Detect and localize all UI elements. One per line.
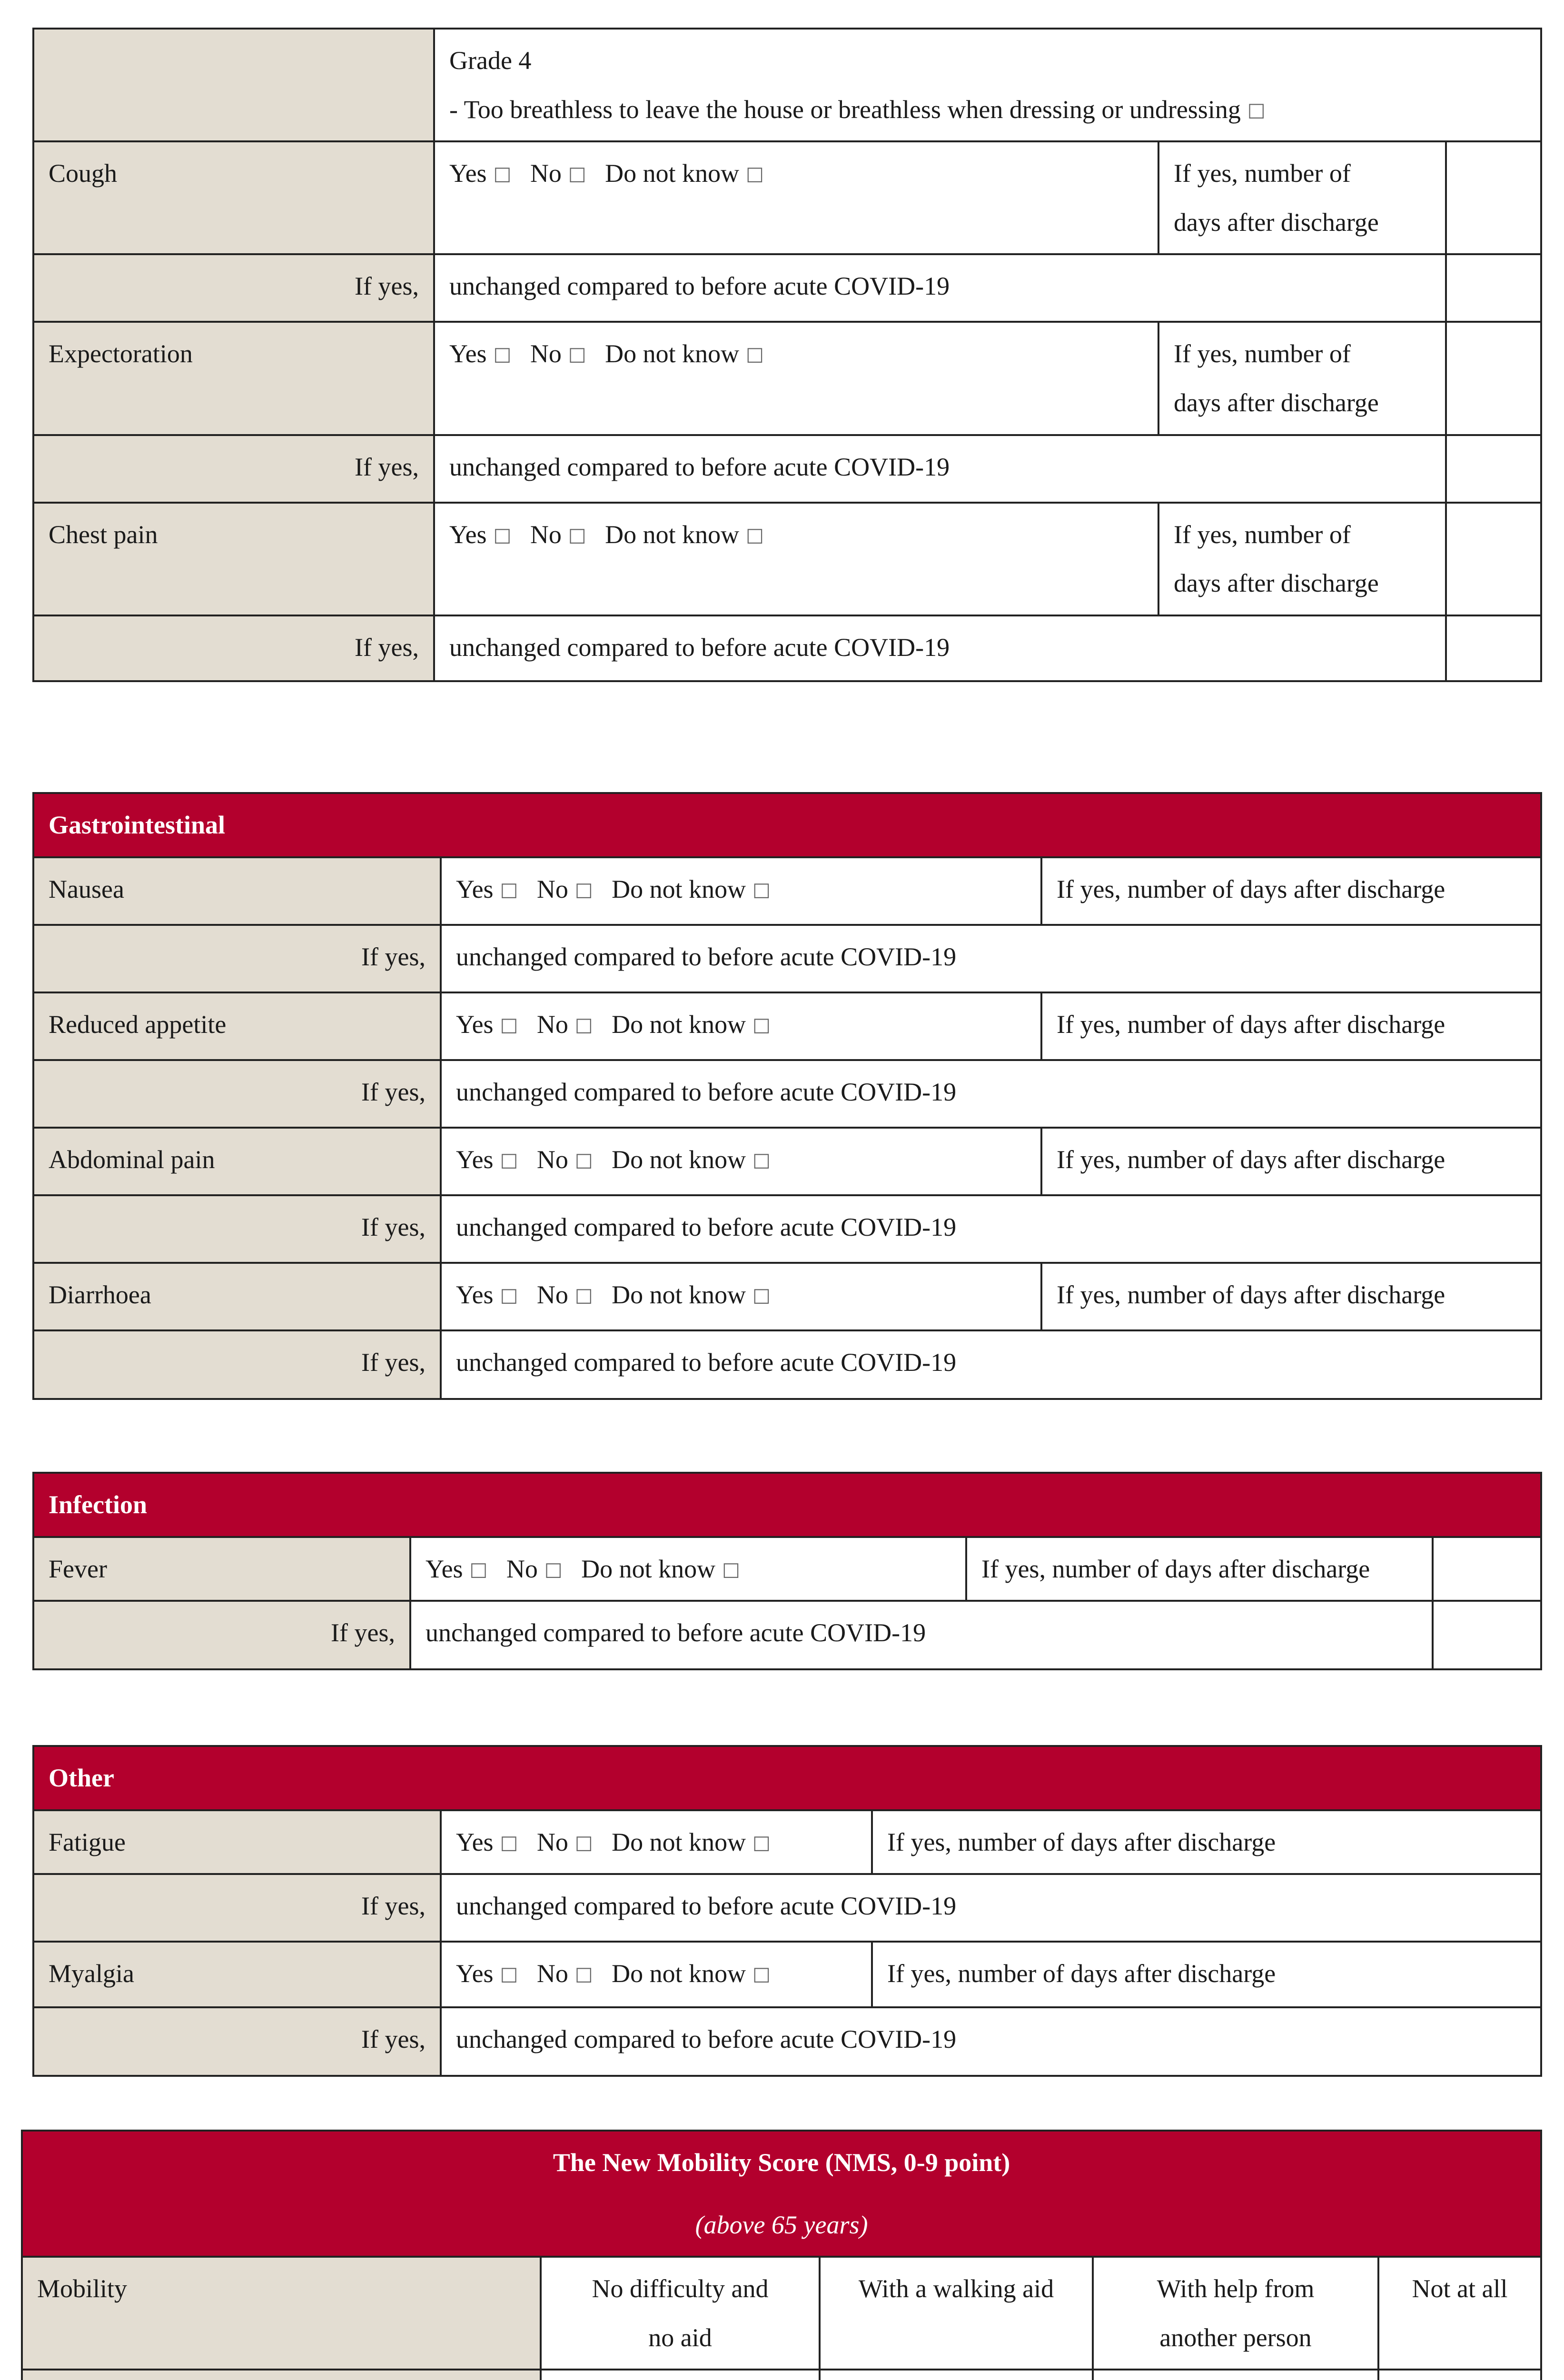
days-label: If yes, number of days after discharge [1158, 503, 1446, 615]
days-label[interactable]: If yes, number of days after discharge [1041, 1128, 1541, 1195]
option-yes[interactable]: Yes □ [456, 1280, 518, 1309]
if-yes-label: If yes, [33, 1874, 441, 1942]
option-do-not-know[interactable]: Do not know □ [605, 159, 764, 188]
nms-table [21, 2130, 1542, 2380]
symptom-row-nausea [33, 857, 1541, 925]
symptom-row-diarrhoea [33, 1263, 1541, 1330]
symptom-label: Fever [33, 1537, 410, 1601]
option-yes[interactable]: Yes □ [449, 339, 512, 368]
section-header [33, 793, 1541, 857]
symptom-label: Reduced appetite [33, 992, 441, 1060]
other-section [32, 1745, 1540, 2077]
unchanged-option[interactable]: unchanged compared to before acute COVID-19 [441, 925, 1541, 992]
section-header [33, 1473, 1541, 1537]
symptom-label: Diarrhoea [33, 1263, 441, 1330]
if-yes-row [33, 1874, 1541, 1942]
answer-options [441, 1263, 1041, 1330]
gastrointestinal-table [32, 792, 1542, 1400]
grade4-cell [434, 29, 1541, 141]
days-input[interactable] [1446, 503, 1541, 615]
nms-row-label [22, 2370, 541, 2380]
respiratory-table [32, 28, 1542, 682]
days-input[interactable] [1446, 322, 1541, 435]
symptom-label: Nausea [33, 857, 441, 925]
col-header-no-difficulty: No difficulty and no aid [541, 2257, 820, 2370]
symptom-label: Fatigue [33, 1810, 441, 1874]
symptom-row-fatigue [33, 1810, 1541, 1874]
if-yes-row [33, 1060, 1541, 1128]
symptom-row-cough [33, 141, 1541, 254]
option-do-not-know[interactable]: Do not know □ [605, 339, 764, 368]
infection-table [32, 1472, 1542, 1670]
option-no[interactable]: No □ [536, 1827, 593, 1856]
nms-header-row [22, 2257, 1541, 2370]
nms-section [21, 2130, 1540, 2380]
answer-options [441, 1128, 1041, 1195]
if-yes-row [33, 925, 1541, 992]
unchanged-checkbox[interactable] [1433, 1601, 1541, 1669]
answer-options [410, 1537, 966, 1601]
option-do-not-know[interactable]: Do not know □ [605, 520, 764, 549]
if-yes-label: If yes, [33, 254, 434, 322]
days-label: If yes, number of days after discharge [966, 1537, 1433, 1601]
unchanged-option[interactable]: unchanged compared to before acute COVID-19 [434, 615, 1446, 681]
days-label[interactable]: If yes, number of days after discharge [1041, 992, 1541, 1060]
if-yes-label: If yes, [33, 2007, 441, 2076]
option-no[interactable]: No □ [536, 1010, 593, 1039]
if-yes-label: If yes, [33, 615, 434, 681]
section-header [33, 1746, 1541, 1810]
if-yes-label: If yes, [33, 1195, 441, 1263]
option-yes[interactable]: Yes □ [449, 159, 512, 188]
days-label: If yes, number of days after discharge [1158, 322, 1446, 435]
answer-options [441, 992, 1041, 1060]
score-cell[interactable] [820, 2370, 1093, 2380]
if-yes-label: If yes, [33, 925, 441, 992]
answer-options [434, 322, 1158, 435]
days-input[interactable] [1433, 1537, 1541, 1601]
grade4-checkbox[interactable]: □ [1247, 99, 1266, 121]
unchanged-option[interactable]: unchanged compared to before acute COVID-19 [441, 1060, 1541, 1128]
days-label[interactable]: If yes, number of days after discharge [872, 1810, 1541, 1874]
answer-options [441, 1810, 872, 1874]
if-yes-row [33, 615, 1541, 681]
section-title: Infection [33, 1473, 1541, 1537]
grade4-title: Grade 4 [449, 46, 532, 75]
option-yes[interactable]: Yes □ [456, 874, 518, 903]
days-label[interactable]: If yes, number of days after discharge [872, 1942, 1541, 2007]
option-no[interactable]: No □ [530, 339, 586, 368]
score-cell[interactable] [1093, 2370, 1378, 2380]
symptom-label: Myalgia [33, 1942, 441, 2007]
option-yes[interactable]: Yes □ [456, 1010, 518, 1039]
option-yes[interactable]: Yes □ [456, 1827, 518, 1856]
days-label[interactable]: If yes, number of days after discharge [1041, 857, 1541, 925]
if-yes-row [33, 2007, 1541, 2076]
nms-subtitle: (above 65 years) [22, 2194, 1541, 2257]
option-do-not-know[interactable]: Do not know □ [612, 874, 771, 903]
nms-subtitle-row [22, 2194, 1541, 2257]
answer-options [434, 141, 1158, 254]
col-header-mobility: Mobility [22, 2257, 541, 2370]
answer-options [441, 1942, 872, 2007]
option-no[interactable]: No □ [536, 1959, 593, 1988]
symptom-row-chest-pain [33, 503, 1541, 615]
option-do-not-know[interactable]: Do not know □ [612, 1827, 771, 1856]
unchanged-option[interactable]: unchanged compared to before acute COVID-19 [434, 435, 1446, 503]
if-yes-row [33, 1601, 1541, 1669]
option-yes[interactable]: Yes □ [456, 1959, 518, 1988]
unchanged-checkbox[interactable] [1446, 254, 1541, 322]
if-yes-label: If yes, [33, 1601, 410, 1669]
section-title: Other [33, 1746, 1541, 1810]
grade4-row [33, 29, 1541, 141]
option-do-not-know[interactable]: Do not know □ [581, 1554, 740, 1583]
option-no[interactable]: No □ [530, 520, 586, 549]
col-header-not-at-all: Not at all [1378, 2257, 1541, 2370]
unchanged-option[interactable]: unchanged compared to before acute COVID-19 [441, 2007, 1541, 2076]
option-no[interactable]: No □ [536, 1145, 593, 1174]
symptom-label: Expectoration [33, 322, 434, 435]
option-do-not-know[interactable]: Do not know □ [612, 1145, 771, 1174]
grade4-label-cell [33, 29, 434, 141]
if-yes-row [33, 254, 1541, 322]
if-yes-label: If yes, [33, 1330, 441, 1399]
unchanged-option[interactable]: unchanged compared to before acute COVID-19 [441, 1195, 1541, 1263]
option-do-not-know[interactable]: Do not know □ [612, 1280, 771, 1309]
nms-row-indoor [22, 2370, 1541, 2380]
option-do-not-know[interactable]: Do not know □ [612, 1959, 771, 1988]
if-yes-row [33, 435, 1541, 503]
days-input[interactable] [1446, 141, 1541, 254]
if-yes-row [33, 1195, 1541, 1263]
option-no[interactable]: No □ [536, 1280, 593, 1309]
symptom-row-reduced-appetite [33, 992, 1541, 1060]
symptom-label: Abdominal pain [33, 1128, 441, 1195]
infection-section [32, 1472, 1540, 1670]
if-yes-label: If yes, [33, 1060, 441, 1128]
nms-title: The New Mobility Score (NMS, 0-9 point) [22, 2131, 1541, 2194]
unchanged-option[interactable]: unchanged compared to before acute COVID-19 [441, 1874, 1541, 1942]
answer-options [434, 503, 1158, 615]
unchanged-option[interactable]: unchanged compared to before acute COVID-19 [410, 1601, 1433, 1669]
answer-options [441, 857, 1041, 925]
section-title: Gastrointestinal [33, 793, 1541, 857]
symptom-row-fever [33, 1537, 1541, 1601]
option-yes[interactable]: Yes □ [426, 1554, 488, 1583]
option-no[interactable]: No □ [506, 1554, 563, 1583]
symptom-label: Chest pain [33, 503, 434, 615]
score-cell[interactable] [541, 2370, 820, 2380]
symptom-label: Cough [33, 141, 434, 254]
option-no[interactable]: No □ [530, 159, 586, 188]
if-yes-label: If yes, [33, 435, 434, 503]
unchanged-option[interactable]: unchanged compared to before acute COVID-19 [434, 254, 1446, 322]
symptom-row-expectoration [33, 322, 1541, 435]
if-yes-row [33, 1330, 1541, 1399]
option-yes[interactable]: Yes □ [456, 1145, 518, 1174]
score-cell[interactable] [1378, 2370, 1541, 2380]
col-header-help: With help from another person [1093, 2257, 1378, 2370]
unchanged-checkbox[interactable] [1446, 615, 1541, 681]
unchanged-option[interactable]: unchanged compared to before acute COVID-19 [441, 1330, 1541, 1399]
unchanged-checkbox[interactable] [1446, 435, 1541, 503]
days-label[interactable]: If yes, number of days after discharge [1041, 1263, 1541, 1330]
days-label: If yes, number of days after discharge [1158, 141, 1446, 254]
respiratory-section [32, 28, 1540, 682]
option-no[interactable]: No □ [536, 874, 593, 903]
other-table [32, 1745, 1542, 2077]
option-yes[interactable]: Yes □ [449, 520, 512, 549]
grade4-desc: - Too breathless to leave the house or breathless when dressing or undressing [449, 95, 1241, 124]
symptom-row-myalgia [33, 1942, 1541, 2007]
gastrointestinal-section [32, 792, 1540, 1400]
option-do-not-know[interactable]: Do not know □ [612, 1010, 771, 1039]
col-header-walking-aid: With a walking aid [820, 2257, 1093, 2370]
nms-title-row [22, 2131, 1541, 2194]
symptom-row-abdominal-pain [33, 1128, 1541, 1195]
